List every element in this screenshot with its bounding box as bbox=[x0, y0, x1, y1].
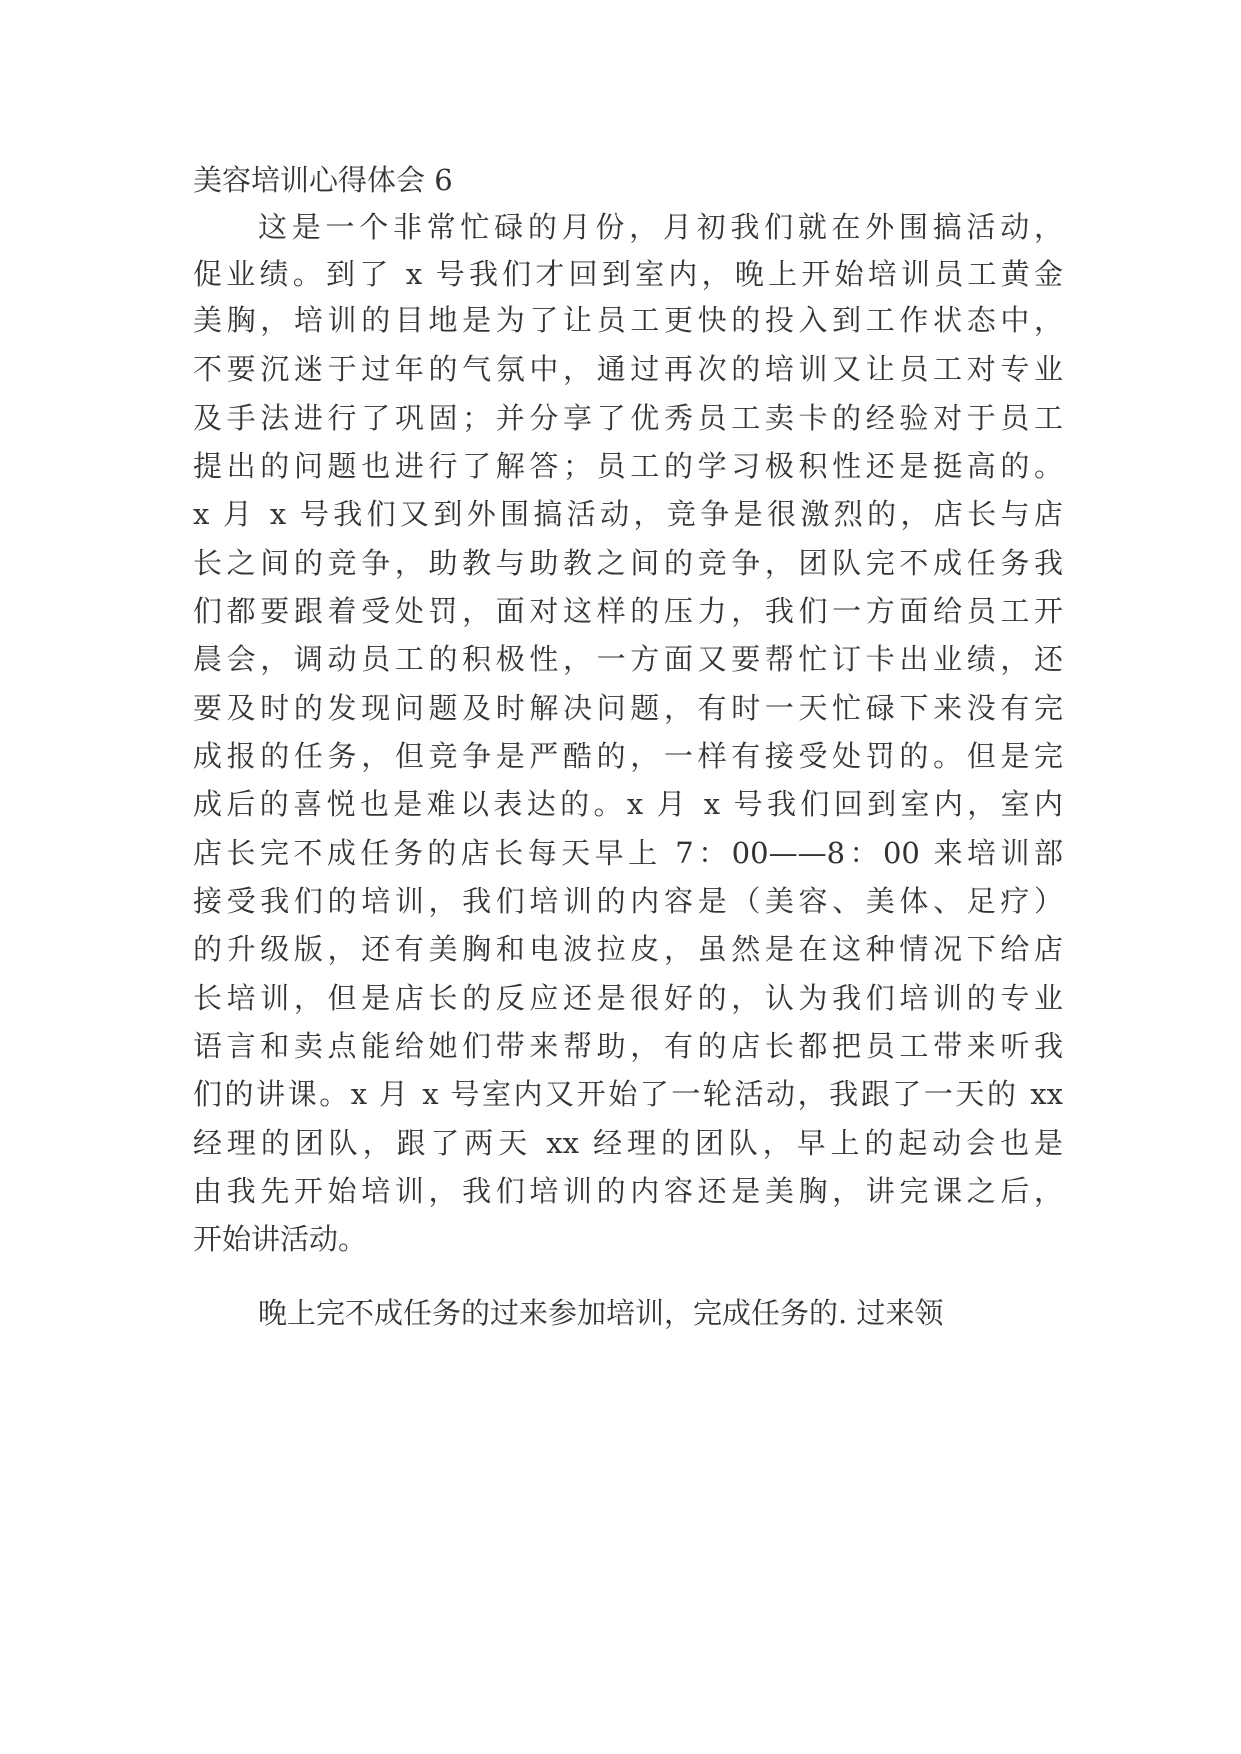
paragraph-line: 成报的任务，但竞争是严酷的，一样有接受处罚的。但是完 bbox=[193, 739, 1063, 773]
paragraph-line: 的升级版，还有美胸和电波拉皮，虽然是在这种情况下给店 bbox=[193, 932, 1063, 966]
paragraph-line: 们的讲课。x 月 x 号室内又开始了一轮活动，我跟了一天的 xx bbox=[193, 1077, 1063, 1111]
paragraph-line: 晚上完不成任务的过来参加培训，完成任务的. 过来领 bbox=[258, 1296, 944, 1330]
paragraph-line: 要及时的发现问题及时解决问题，有时一天忙碌下来没有完 bbox=[193, 691, 1063, 725]
paragraph-line: 长培训，但是店长的反应还是很好的，认为我们培训的专业 bbox=[193, 981, 1063, 1015]
paragraph-line: 提出的问题也进行了解答；员工的学习极积性还是挺高的。 bbox=[193, 449, 1063, 483]
paragraph-line: x 月 x 号我们又到外围搞活动，竞争是很激烈的，店长与店 bbox=[193, 497, 1063, 531]
paragraph-line: 接受我们的培训，我们培训的内容是（美容、美体、足疗） bbox=[193, 884, 1063, 918]
paragraph-line: 店长完不成任务的店长每天早上 7：00——8：00 来培训部 bbox=[193, 836, 1063, 870]
paragraph-line: 促业绩。到了 x 号我们才回到室内，晚上开始培训员工黄金 bbox=[193, 257, 1063, 291]
paragraph-line: 美胸，培训的目地是为了让员工更快的投入到工作状态中， bbox=[193, 303, 1063, 337]
paragraph-line: 开始讲活动。 bbox=[193, 1222, 368, 1256]
paragraph-line: 长之间的竞争，助教与助教之间的竞争，团队完不成任务我 bbox=[193, 546, 1063, 580]
paragraph-line: 经理的团队，跟了两天 xx 经理的团队，早上的起动会也是 bbox=[193, 1126, 1063, 1160]
paragraph-line: 不要沉迷于过年的气氛中，通过再次的培训又让员工对专业 bbox=[193, 352, 1063, 386]
paragraph-line: 由我先开始培训，我们培训的内容还是美胸，讲完课之后， bbox=[193, 1174, 1063, 1208]
paragraph-line: 及手法进行了巩固；并分享了优秀员工卖卡的经验对于员工 bbox=[193, 401, 1063, 435]
paragraph-line: 这是一个非常忙碌的月份，月初我们就在外围搞活动， bbox=[258, 210, 1063, 244]
paragraph-line: 语言和卖点能给她们带来帮助，有的店长都把员工带来听我 bbox=[193, 1029, 1063, 1063]
paragraph-line: 成后的喜悦也是难以表达的。x 月 x 号我们回到室内，室内 bbox=[193, 787, 1063, 821]
paragraph-line: 晨会，调动员工的积极性，一方面又要帮忙订卡出业绩，还 bbox=[193, 642, 1063, 676]
document-title: 美容培训心得体会 6 bbox=[193, 163, 453, 197]
paragraph-line: 们都要跟着受处罚，面对这样的压力，我们一方面给员工开 bbox=[193, 594, 1063, 628]
